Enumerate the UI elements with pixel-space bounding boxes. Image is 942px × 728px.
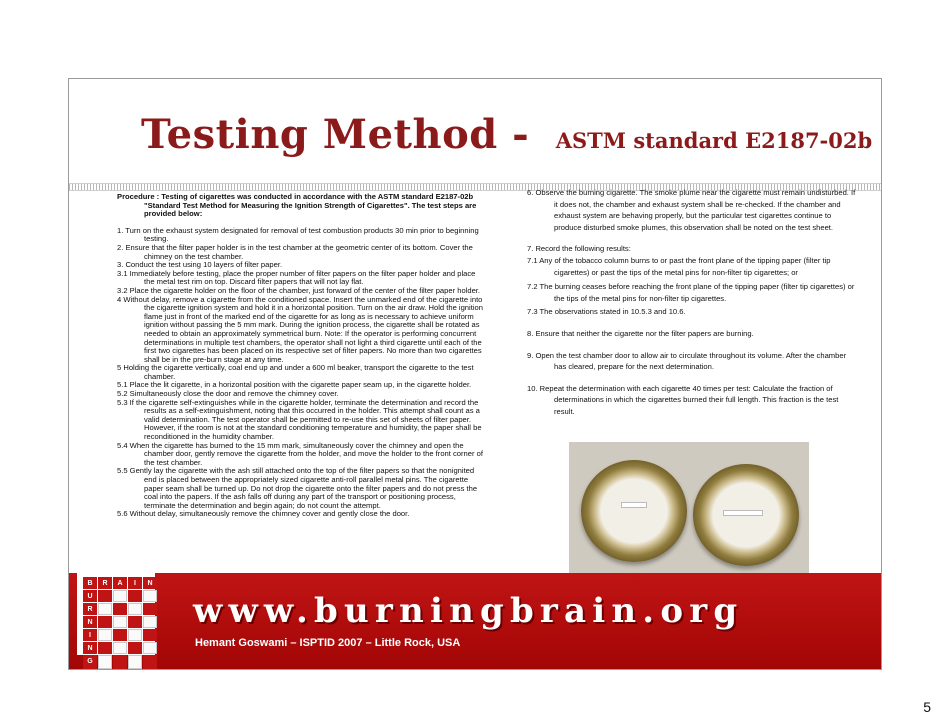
logo-cell <box>143 655 157 669</box>
logo-cell <box>98 642 112 654</box>
logo-cell: R <box>98 577 112 589</box>
cigarette-left <box>621 502 647 508</box>
step-1: 1. Turn on the exhaust system designated for removal of test combustion products 30 min prior to beginning testing. <box>117 225 479 244</box>
logo-cell <box>143 590 157 602</box>
presenter-byline: Hemant Goswami – ISPTID 2007 – Little Rock, USA <box>195 637 461 649</box>
step-8: 8. Ensure that neither the cigarette nor the filter papers are burning. <box>527 328 754 338</box>
logo-cell <box>98 603 112 615</box>
title-subtitle: ASTM standard E2187-02b <box>555 128 873 153</box>
logo-cell <box>128 642 142 654</box>
logo-cell <box>143 642 157 654</box>
step-10: 10. Repeat the determination with each cigarette 40 times per test: Calculate the fraction of determinations in which the cigarettes burned their full length. This fraction is the test result. <box>527 383 839 416</box>
step-7: 7. Record the following results: <box>527 244 631 254</box>
step-7-2: 7.2 The burning ceases before reaching the front plane of the tipping paper (filter tip cigarettes) or the tips of the metal pins for non-filter tip cigarettes. <box>527 282 855 303</box>
cigarette-right <box>723 510 763 516</box>
step-3-1: 3.1 Immediately before testing, place the proper number of filter papers on the filter paper holder and place the metal test rim on top. Discard filter papers that will not lay flat. <box>117 268 476 287</box>
logo-cell <box>143 616 157 628</box>
filter-holder-ring-right <box>693 464 799 566</box>
logo-cell <box>128 590 142 602</box>
logo-cell <box>143 629 157 641</box>
footer-banner <box>69 573 881 669</box>
step-5-2: 5.2 Simultaneously close the door and remove the chimney cover. <box>117 389 339 399</box>
slide-title <box>141 111 872 167</box>
logo-cell: R <box>83 603 97 615</box>
slide <box>68 78 882 670</box>
step-2: 2. Ensure that the filter paper holder is in the test chamber at the geometric center of its bottom. Cover the chimney on the test chamber. <box>117 242 473 261</box>
step-5-3: 5.3 If the cigarette self-extinguishes while in the cigarette holder, terminate the determination and record the results as a self-extinguishment, noting that this occurred in the holder. This attempt shall count as a valid determination. The test operator shall be permitted to re-use this set of sheets of filter paper. However, if the room is not at the standard conditioning temperature and humidity, the paper shall be reconditioned in the humidity chamber. <box>117 397 482 442</box>
step-5-1: 5.1 Place the lit cigarette, in a horizontal position with the cigarette paper seam up, in the cigarette holder. <box>117 380 472 390</box>
logo-cell <box>128 655 142 669</box>
procedure-intro: Procedure : Testing of cigarettes was conducted in accordance with the ASTM standard E2187-02b "Standard Test Method for Measuring the Ignition Strength of Cigarettes". The test steps are provided below: <box>117 192 477 219</box>
logo-cell <box>98 590 112 602</box>
logo-cell <box>128 603 142 615</box>
logo-cell: A <box>113 577 127 589</box>
step-6: 6. Observe the burning cigarette. The smoke plume near the cigarette must remain undisturbed. If it does not, the chamber and exhaust system shall be re-checked. If the chamber and exhaust system are behaving properly, but the particular test cigarettes continue to produce disturbed smoke plumes, this observation shall be noted on the test sheet. <box>527 188 856 232</box>
logo-cell <box>128 629 142 641</box>
procedure-right-column <box>527 187 857 418</box>
step-5-4: 5.4 When the cigarette has burned to the 15 mm mark, simultaneously cover the chimney and open the chamber door, gently remove the cigarette from the holder, and move the holder to the front corner of the test chamber. <box>117 440 483 467</box>
logo-cell: I <box>83 629 97 641</box>
logo-cell <box>143 603 157 615</box>
logo-cell: I <box>128 577 142 589</box>
logo-cell <box>113 590 127 602</box>
step-3: 3. Conduct the test using 10 layers of filter paper. <box>117 260 283 270</box>
logo-cell <box>128 616 142 628</box>
logo-cell <box>98 616 112 628</box>
page-number: 5 <box>923 699 931 715</box>
logo-cell: N <box>83 642 97 654</box>
filter-holder-ring-left <box>581 460 687 562</box>
logo-cell <box>98 629 112 641</box>
step-3-2: 3.2 Place the cigarette holder on the floor of the chamber, just forward of the center of the filter paper holder. <box>117 285 481 295</box>
procedure-left-column <box>117 193 485 519</box>
logo-cell: U <box>83 590 97 602</box>
step-4: 4 Without delay, remove a cigarette from the conditioned space. Insert the unmarked end of the cigarette into the cigarette ignition system and hold it in a horizontal position. Turn on the air draw. Hold the ignition flame just in front of the marked end of the cigarette for as long as is necessary to achieve uniform ignition without passing the 5 mm mark. During the ignition process, the cigarette shall be rotated as needed to obtain an approximately symmetrical burn. Note: If the operator is performing concurrent determinations in multiple test chambers, the operator shall not light a third cigarette until each of the first two cigarettes has been placed on its respective set of filter papers. No more than two cigarettes shall be in the pre-burn stage at any time. <box>117 294 483 364</box>
step-5-5: 5.5 Gently lay the cigarette with the ash still attached onto the top of the filter papers so that the nonignited end is placed between the appropriately sized cigarette anti-roll parallel metal pins. The cigarette paper seam shall be turned up. Do not drop the cigarette onto the filter papers and do not press the coal into the papers. If the ash falls off during any part of the transport or positioning process, terminate the determination and begin again; do not count the attempt. <box>117 466 478 510</box>
logo-cell <box>113 655 127 669</box>
logo-cell: B <box>83 577 97 589</box>
step-5-6: 5.6 Without delay, simultaneously remove the chimney cover and gently close the door. <box>117 509 410 519</box>
title-main: Testing Method - <box>141 111 530 158</box>
logo-cell: N <box>83 616 97 628</box>
logo-cell <box>113 616 127 628</box>
logo-cell <box>113 629 127 641</box>
test-chamber-photo <box>569 442 809 577</box>
website-url: www.burningbrain.org <box>193 591 744 631</box>
burning-brain-logo <box>77 573 155 665</box>
logo-cell <box>113 603 127 615</box>
step-5: 5 Holding the cigarette vertically, coal end up and under a 600 ml beaker, transport the cigarette to the test chamber. <box>117 363 474 381</box>
logo-cell <box>113 642 127 654</box>
logo-cell <box>98 655 112 669</box>
logo-cell: N <box>143 577 157 589</box>
step-9: 9. Open the test chamber door to allow air to circulate throughout its volume. After the chamber has cleared, prepare for the next determination. <box>527 350 847 372</box>
logo-cell: G <box>83 655 97 669</box>
step-7-3: 7.3 The observations stated in 10.5.3 and 10.6. <box>527 307 686 317</box>
step-7-1: 7.1 Any of the tobacco column burns to or past the front plane of the tipping paper (filter tip cigarettes) or past the tips of the metal pins for non-filter tip cigarettes; or <box>527 255 831 277</box>
